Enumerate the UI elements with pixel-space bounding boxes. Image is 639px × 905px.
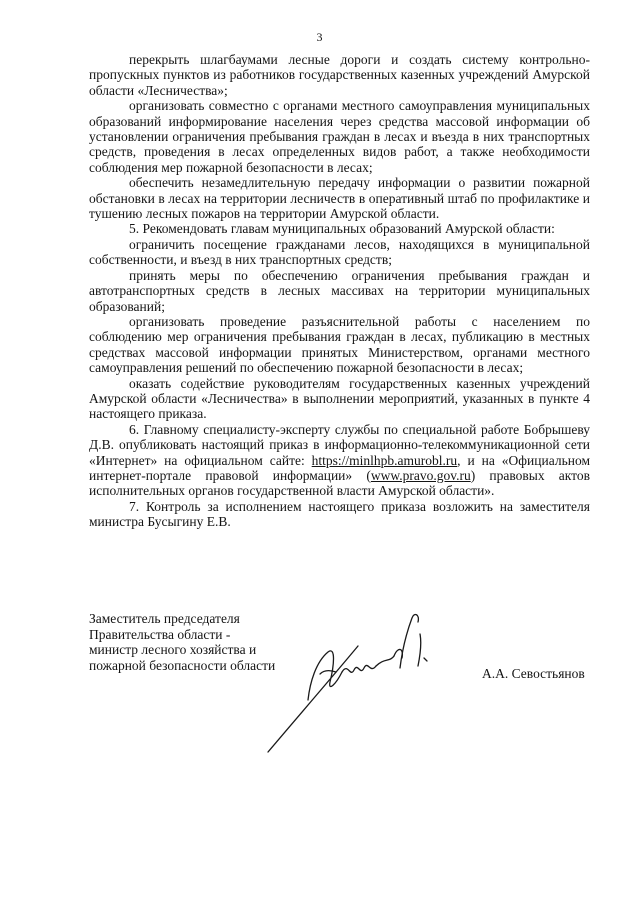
signatory-title-line: Заместитель председателя bbox=[89, 611, 240, 626]
paragraph-recommend-heads: 5. Рекомендовать главам муниципальных образований Амурской области: bbox=[129, 221, 555, 237]
publish-text-middle: , и на «Официальном интернет-портале правовой информации» ( bbox=[89, 452, 590, 483]
signatory-name: А.А. Севостьянов bbox=[482, 666, 585, 681]
signatory-title-line: министр лесного хозяйства и bbox=[89, 642, 257, 658]
paragraph-barriers: перекрыть шлагбаумами лесные дороги и создать систему контрольно-пропускных пунктов из работников государственных казенных учреждений Амурской области «Лесничества»; bbox=[89, 52, 590, 98]
page-number: 3 bbox=[316, 30, 323, 44]
paragraph-take-measures: принять меры по обеспечению ограничения пребывания граждан и автотранспортных средств в лесных массивах на территории муниципальных образований; bbox=[89, 267, 590, 314]
signatory-title-line: Правительства области - bbox=[89, 626, 231, 642]
site-link-minlhpb[interactable]: https://minlhpb.amurobl.ru bbox=[311, 452, 458, 468]
signature-strokes bbox=[268, 615, 427, 752]
paragraph-explanatory-work: организовать проведение разъяснительной работы с населением по соблюдению мер ограничения пребывания граждан в лесах, публикацию в местных средствах массовой информации принятых Министерством, органами местного самоуправления решений по обеспечению пожарной безопасности в лесах; bbox=[89, 313, 590, 376]
paragraph-transfer-info: обеспечить незамедлительную передачу информации о развитии пожарной обстановки в лесах на территории лесничеств в оперативный штаб по профилактике и тушению лесных пожаров на территории Амурской области. bbox=[89, 175, 590, 222]
site-link-pravo[interactable]: www.pravo.gov.ru bbox=[370, 467, 471, 483]
handwritten-signature bbox=[250, 600, 450, 760]
paragraph-assist-forestries: оказать содействие руководителям государственных казенных учреждений Амурской области «Лесничества» в выполнении мероприятий, указанных в пункте 4 настоящего приказа. bbox=[89, 375, 590, 422]
paragraph-restrict-visits: ограничить посещение гражданами лесов, находящихся в муниципальной собственности, и въезд в них транспортных средств; bbox=[89, 236, 590, 268]
document-body bbox=[89, 52, 590, 530]
signatory-title-line: пожарной безопасности области bbox=[89, 657, 276, 673]
paragraph-publish-order bbox=[89, 422, 590, 499]
publish-text-before: 6. Главному специалисту-эксперту службы по специальной работе Бобрышеву Д.В. опубликовать настоящий приказ в информационно-телекоммуникационной сети «Интернет» на официальном сайте: bbox=[89, 421, 590, 468]
paragraph-inform-population: организовать совместно с органами местного самоуправления муниципальных образований информирование населения через средства массовой информации об установлении ограничения пребывания граждан в лесах и въезда в них транспортных средств, проведения в лесах определенных видов работ, а также необходимости соблюдения мер пожарной безопасности в лесах; bbox=[89, 98, 590, 175]
publish-text-after: ) правовых актов исполнительных органов государственной власти Амурской области». bbox=[89, 467, 590, 499]
paragraph-control: 7. Контроль за исполнением настоящего приказа возложить на заместителя министра Бусыгину Е.В. bbox=[89, 498, 590, 530]
